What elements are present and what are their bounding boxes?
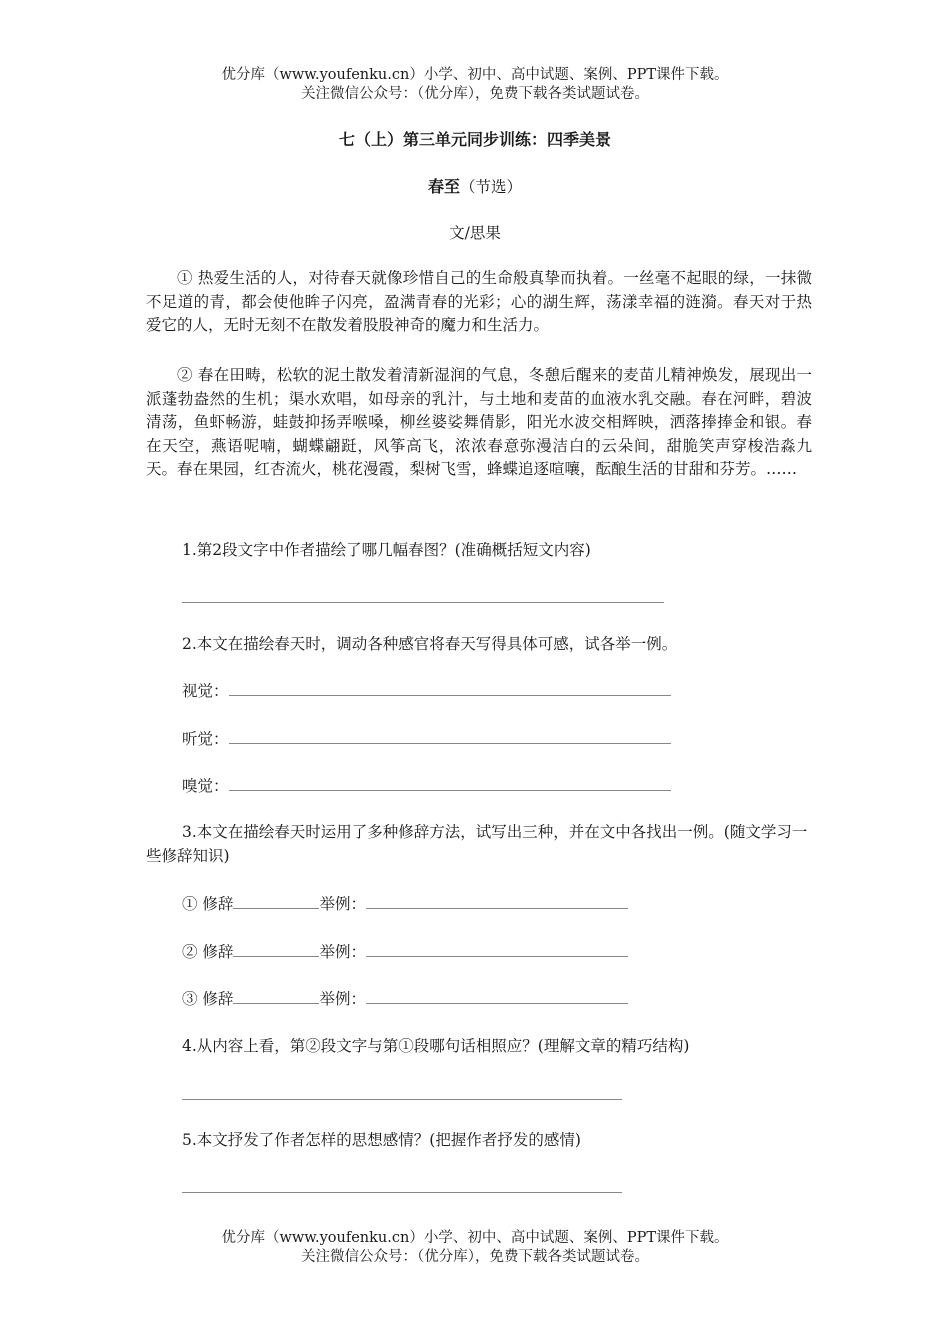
q3-item-1-example-line[interactable] bbox=[366, 894, 628, 909]
answer-line-q5[interactable] bbox=[182, 1192, 622, 1193]
q2-hearing-row bbox=[182, 727, 671, 749]
q3-item-3-label: ③ 修辞 bbox=[182, 990, 234, 1008]
q3-item-3-rhetoric-line[interactable] bbox=[233, 989, 319, 1004]
q2-hearing-label: 听觉： bbox=[182, 730, 229, 748]
paragraph-2: ② 春在田畴，松软的泥土散发着清新湿润的气息，冬憩后醒来的麦苗儿精神焕发，展现出一派蓬勃盎然的生机；渠水欢唱，如母亲的乳汁，与土地和麦苗的血液水乳交融。春在河畔，碧波清荡，鱼虾畅游，蛙鼓抑扬弄喉嗓，柳丝婆娑舞倩影，阳光水波交相辉映，洒落捧捧金和银。春在天空，燕语呢喃，蝴蝶翩跹，风筝高飞，浓浓春意弥漫洁白的云朵间，甜脆笑声穿梭浩淼九天。春在果园，红杏流火，桃花漫霞，梨树飞雪，蜂蝶追逐喧嚷，酝酿生活的甘甜和芬芳。…… bbox=[146, 366, 812, 478]
document-title: 七（上）第三单元同步训练：四季美景 bbox=[338, 130, 611, 149]
footer-line-1: 优分库（www.youfenku.cn）小学、初中、高中试题、案例、PPT课件下载。 bbox=[221, 1230, 729, 1246]
answer-line-q4[interactable] bbox=[182, 1099, 622, 1100]
q3-item-2-example-line[interactable] bbox=[366, 942, 628, 957]
q2-visual-row bbox=[182, 679, 671, 701]
q3-item-2-label: ② 修辞 bbox=[182, 943, 234, 961]
q2-smell-label: 嗅觉： bbox=[182, 777, 229, 795]
paragraph-1: ① 热爱生活的人，对待春天就像珍惜自己的生命般真挚而执着。一丝毫不起眼的绿，一抹微不足道的青，都会使他眸子闪亮，盈满青春的光彩；心的湖生辉，荡漾幸福的涟漪。春天对于热爱它的人，无时无刻不在散发着股股神奇的魔力和生活力。 bbox=[146, 269, 812, 334]
q3-item-1-example-label: 举例： bbox=[319, 895, 366, 913]
q3-item-1-rhetoric-line[interactable] bbox=[233, 894, 319, 909]
article-title: 春至 bbox=[427, 177, 460, 196]
article-title-note: （节选） bbox=[460, 178, 523, 196]
q3-item-3-example-line[interactable] bbox=[366, 989, 628, 1004]
header-line-1: 优分库（www.youfenku.cn）小学、初中、高中试题、案例、PPT课件下载。 bbox=[221, 67, 729, 83]
q3-item-1 bbox=[182, 892, 628, 914]
header-line-2: 关注微信公众号：（优分库），免费下载各类试题试卷。 bbox=[301, 86, 649, 102]
q3-item-3 bbox=[182, 987, 628, 1009]
q2-smell-row bbox=[182, 774, 671, 796]
question-5: 5.本文抒发了作者怎样的思想感情？(把握作者抒发的感情) bbox=[182, 1131, 581, 1149]
q3-item-2-rhetoric-line[interactable] bbox=[233, 942, 319, 957]
q3-item-2 bbox=[182, 940, 628, 962]
question-4: 4.从内容上看，第②段文字与第①段哪句话相照应？(理解文章的精巧结构) bbox=[182, 1037, 690, 1055]
question-3: 3.本文在描绘春天时运用了多种修辞方法，试写出三种，并在文中各找出一例。(随文学习一些修辞知识) bbox=[146, 823, 808, 865]
q2-smell-answer-line[interactable] bbox=[229, 776, 671, 791]
q2-hearing-answer-line[interactable] bbox=[229, 729, 671, 744]
q3-item-3-example-label: 举例： bbox=[319, 990, 366, 1008]
answer-line-q1[interactable] bbox=[182, 602, 664, 603]
article-title-block bbox=[0, 174, 950, 197]
q2-visual-answer-line[interactable] bbox=[229, 681, 671, 696]
article-author: 文/思果 bbox=[449, 224, 501, 242]
q2-visual-label: 视觉： bbox=[182, 682, 229, 700]
q3-item-1-label: ① 修辞 bbox=[182, 895, 234, 913]
footer-line-2: 关注微信公众号：（优分库），免费下载各类试题试卷。 bbox=[301, 1249, 649, 1265]
question-2: 2.本文在描绘春天时，调动各种感官将春天写得具体可感，试各举一例。 bbox=[182, 635, 678, 653]
question-1: 1.第2段文字中作者描绘了哪几幅春图？(准确概括短文内容) bbox=[182, 541, 591, 559]
q3-item-2-example-label: 举例： bbox=[319, 943, 366, 961]
